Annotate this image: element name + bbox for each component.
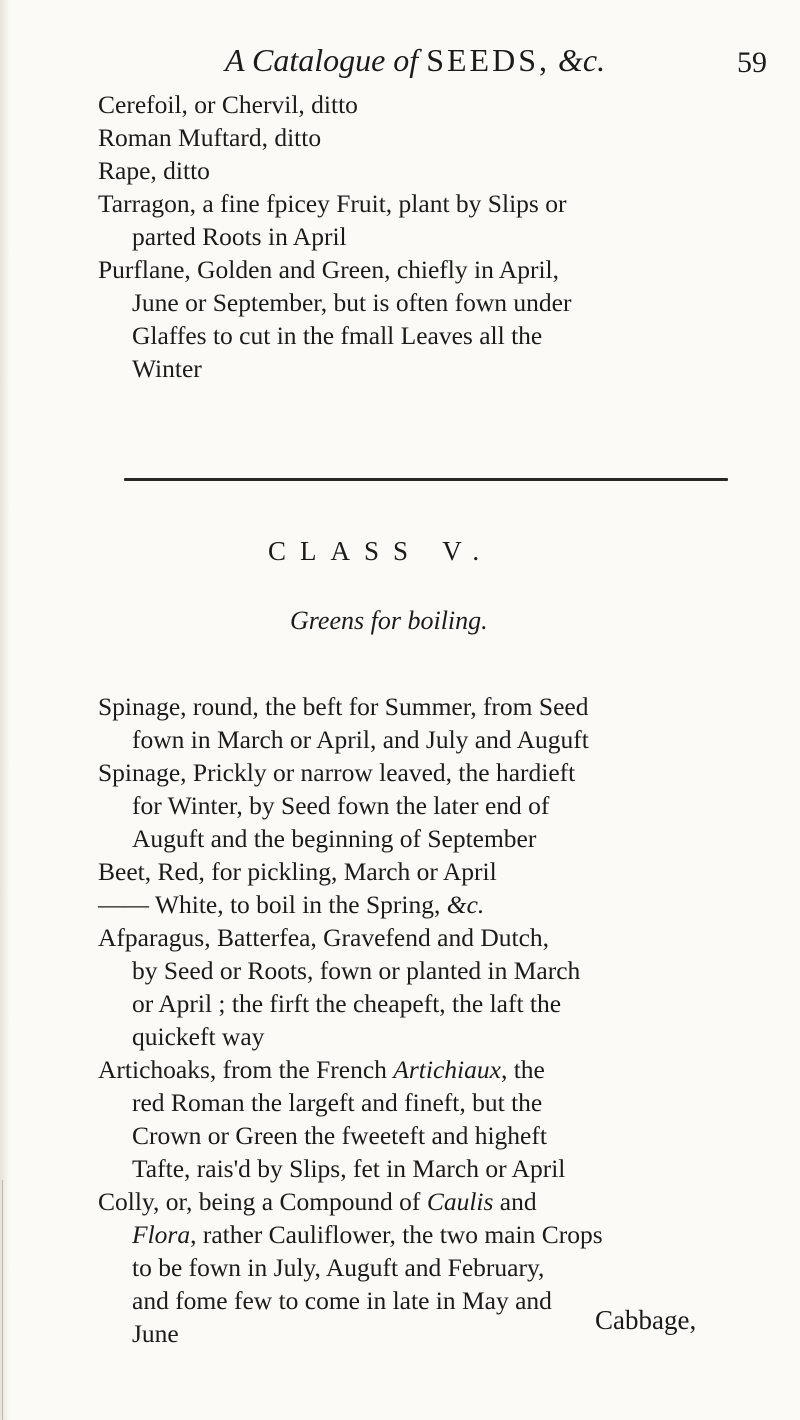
entry-line: Artichoaks, from the French Artichiaux, the bbox=[98, 1055, 545, 1084]
catalogue-entry bbox=[98, 121, 768, 154]
entry-line: red Roman the largeft and fineft, but the bbox=[132, 1088, 543, 1117]
running-head bbox=[225, 42, 605, 78]
entry-line: —— White, to boil in the Spring, &c. bbox=[98, 890, 485, 919]
section-divider bbox=[124, 478, 728, 481]
greens-entry bbox=[98, 1053, 768, 1185]
entry-line: Spinage, Prickly or narrow leaved, the hardieft bbox=[98, 758, 576, 787]
entry-line: Auguft and the beginning of September bbox=[132, 824, 537, 853]
greens-entry bbox=[98, 690, 768, 756]
catchword: Cabbage, bbox=[595, 1305, 697, 1335]
entry-line: Crown or Green the fweeteft and higheft bbox=[132, 1121, 547, 1150]
running-head-title: A Catalogue of bbox=[225, 42, 419, 78]
entry-line: Roman Muftard, ditto bbox=[98, 123, 322, 152]
entry-line: or April ; the firft the cheapeft, the laft the bbox=[132, 989, 562, 1018]
catalogue-entry bbox=[98, 187, 768, 253]
entry-line: Flora, rather Cauliflower, the two main Crops bbox=[132, 1220, 603, 1249]
greens-entry bbox=[98, 888, 768, 921]
entry-line: Winter bbox=[132, 354, 202, 383]
entry-line: June bbox=[132, 1319, 179, 1348]
entry-line: Purflane, Golden and Green, chiefly in April, bbox=[98, 255, 559, 284]
entry-line: and fome few to come in late in May and bbox=[132, 1286, 552, 1315]
entry-line: Afparagus, Batterfea, Gravefend and Dutch, bbox=[98, 923, 550, 952]
catalogue-entry bbox=[98, 154, 768, 187]
class-heading: CLASS V. bbox=[268, 536, 494, 566]
entry-line: by Seed or Roots, fown or planted in March bbox=[132, 956, 581, 985]
entry-line: Rape, ditto bbox=[98, 156, 210, 185]
entry-line: Colly, or, being a Compound of Caulis and bbox=[98, 1187, 537, 1216]
greens-entry bbox=[98, 855, 768, 888]
greens-entry bbox=[98, 921, 768, 1053]
catalogue-entry bbox=[98, 88, 768, 121]
greens-entry bbox=[98, 756, 768, 855]
entry-line: for Winter, by Seed fown the later end of bbox=[132, 791, 550, 820]
entry-line: Spinage, round, the beft for Summer, from Seed bbox=[98, 692, 589, 721]
entry-line: to be fown in July, Auguft and February, bbox=[132, 1253, 545, 1282]
entry-line: fown in March or April, and July and Auguft bbox=[132, 725, 589, 754]
page-number: 59 bbox=[737, 46, 767, 79]
entry-line: Beet, Red, for pickling, March or April bbox=[98, 857, 497, 886]
entry-line: Tafte, rais'd by Slips, fet in March or April bbox=[132, 1154, 566, 1183]
entry-line: parted Roots in April bbox=[132, 222, 347, 251]
entry-line: Glaffes to cut in the fmall Leaves all the bbox=[132, 321, 543, 350]
catalogue-entry bbox=[98, 253, 768, 385]
entry-line: quickeft way bbox=[132, 1022, 265, 1051]
entry-line: Cerefoil, or Chervil, ditto bbox=[98, 90, 358, 119]
entry-line: June or September, but is often fown under bbox=[132, 288, 572, 317]
running-head-seeds: SEEDS, bbox=[426, 42, 550, 78]
running-head-etc: &c. bbox=[557, 42, 606, 78]
entry-line: Tarragon, a fine fpicey Fruit, plant by Slips or bbox=[98, 189, 567, 218]
page-edge-line bbox=[2, 1180, 3, 1420]
class-subtitle: Greens for boiling. bbox=[290, 606, 488, 635]
